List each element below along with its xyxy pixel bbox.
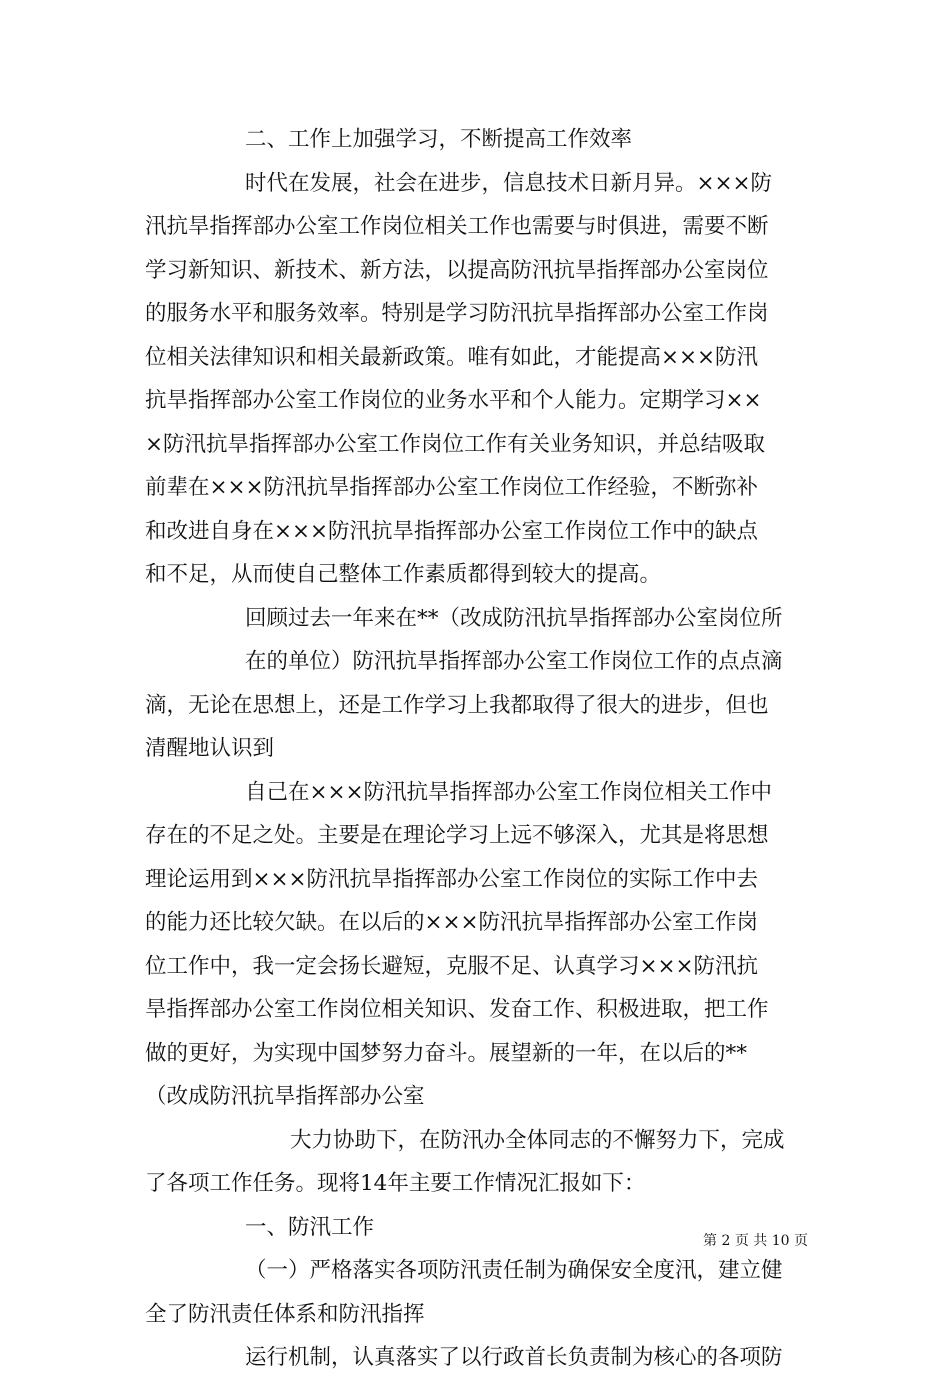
text-line: （一）严格落实各项防汛责任制为确保安全度汛，建立健 (245, 1258, 783, 1283)
text-line: 自己在×××防汛抗旱指挥部办公室工作岗位相关工作中 (245, 779, 773, 805)
text-line: 理论运用到×××防汛抗旱指挥部办公室工作岗位的实际工作中去 (145, 866, 759, 892)
text-line: 汛抗旱指挥部办公室工作岗位相关工作也需要与时俱进，需要不断 (145, 214, 769, 239)
text-line: 全了防汛责任体系和防汛指挥 (145, 1301, 425, 1327)
text-line: 位相关法律知识和相关最新政策。唯有如此，才能提高×××防汛 (145, 344, 759, 370)
text-line: 回顾过去一年来在**（改成防汛抗旱指挥部办公室岗位所 (245, 605, 783, 631)
text-line: 在的单位）防汛抗旱指挥部办公室工作岗位工作的点点滴 (245, 649, 783, 674)
text-line: 二、工作上加强学习，不断提高工作效率 (245, 127, 633, 152)
text-line: 和不足，从而使自己整体工作素质都得到较大的提高。 (145, 562, 662, 587)
text-line: 存在的不足之处。主要是在理论学习上远不够深入，尤其是将思想 (145, 823, 769, 848)
text-line: 的服务水平和服务效率。特别是学习防汛抗旱指挥部办公室工作岗 (145, 301, 769, 326)
text-line: 旱指挥部办公室工作岗位相关知识、发奋工作、积极进取，把工作 (145, 997, 769, 1022)
text-line: 的能力还比较欠缺。在以后的×××防汛抗旱指挥部办公室工作岗 (145, 910, 759, 935)
text-line: 时代在发展，社会在进步，信息技术日新月异。×××防 (245, 170, 773, 196)
document-body (145, 118, 810, 1380)
text-line: 抗旱指挥部办公室工作岗位的业务水平和个人能力。定期学习×× (145, 388, 762, 413)
text-line: 学习新知识、新技术、新方法，以提高防汛抗旱指挥部办公室岗位 (145, 257, 769, 283)
text-line: 大力协助下，在防汛办全体同志的不懈努力下，完成 (290, 1127, 785, 1153)
text-line: 清醒地认识到 (145, 736, 275, 761)
text-line: 位工作中，我一定会扬长避短，克服不足、认真学习×××防汛抗 (145, 953, 759, 979)
text-line: 和改进自身在×××防汛抗旱指挥部办公室工作岗位工作中的缺点 (145, 518, 759, 544)
text-line: 一、防汛工作 (245, 1214, 375, 1240)
text-line: 运行机制，认真落实了以行政首长负责制为核心的各项防 (245, 1345, 783, 1370)
text-line: 了各项工作任务。现将14年主要工作情况汇报如下： (145, 1171, 646, 1196)
text-line: 滴，无论在思想上，还是工作学习上我都取得了很大的进步，但也 (145, 692, 769, 718)
page-number: 第 2 页 共 10 页 (703, 1233, 808, 1249)
text-line: 做的更好，为实现中国梦努力奋斗。展望新的一年，在以后的** (145, 1040, 748, 1066)
text-line: （改成防汛抗旱指挥部办公室 (145, 1084, 425, 1109)
text-line: 前辈在×××防汛抗旱指挥部办公室工作岗位工作经验，不断弥补 (145, 475, 759, 500)
text-line: ×防汛抗旱指挥部办公室工作岗位工作有关业务知识，并总结吸取 (145, 431, 766, 457)
